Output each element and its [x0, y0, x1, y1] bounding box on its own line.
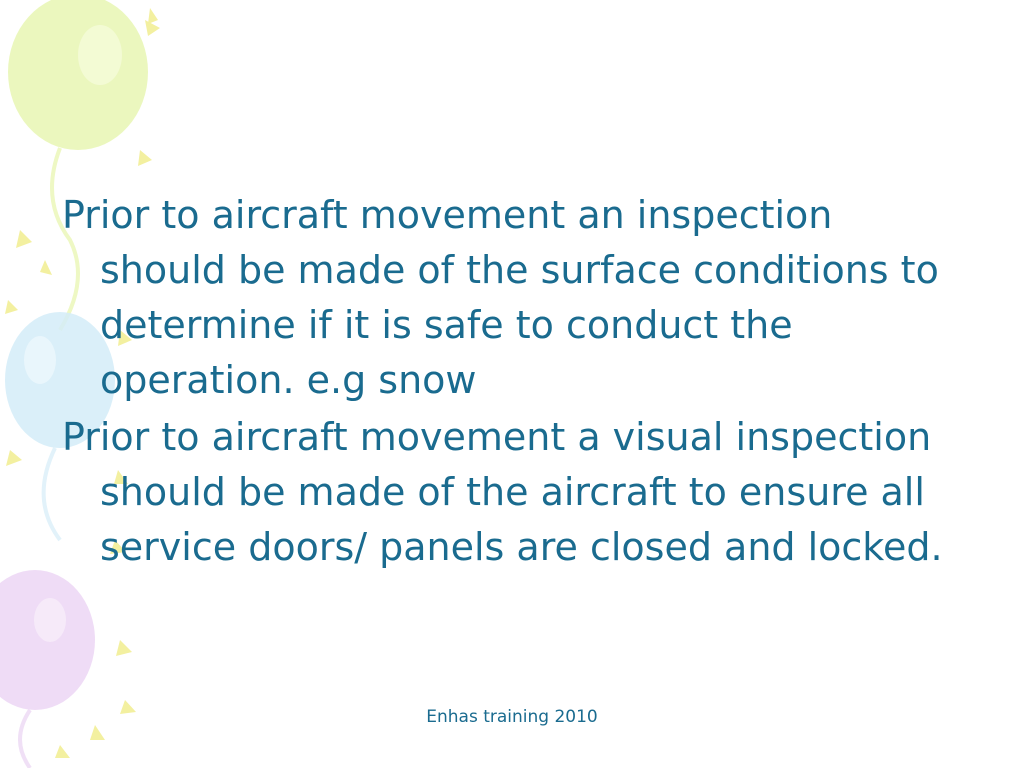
footer-text: Enhas training 2010 — [426, 707, 598, 727]
purple-balloon-icon — [0, 570, 95, 768]
slide-body — [62, 188, 962, 577]
bullet-paragraph-1: Prior to aircraft movement an inspection should be made of the surface conditions to determine if it is safe to conduct the operation. e.g snow — [62, 193, 939, 402]
bullet-paragraph-2: Prior to aircraft movement a visual inspection should be made of the aircraft to ensure all service doors/ panels are closed and locked. — [62, 415, 943, 569]
